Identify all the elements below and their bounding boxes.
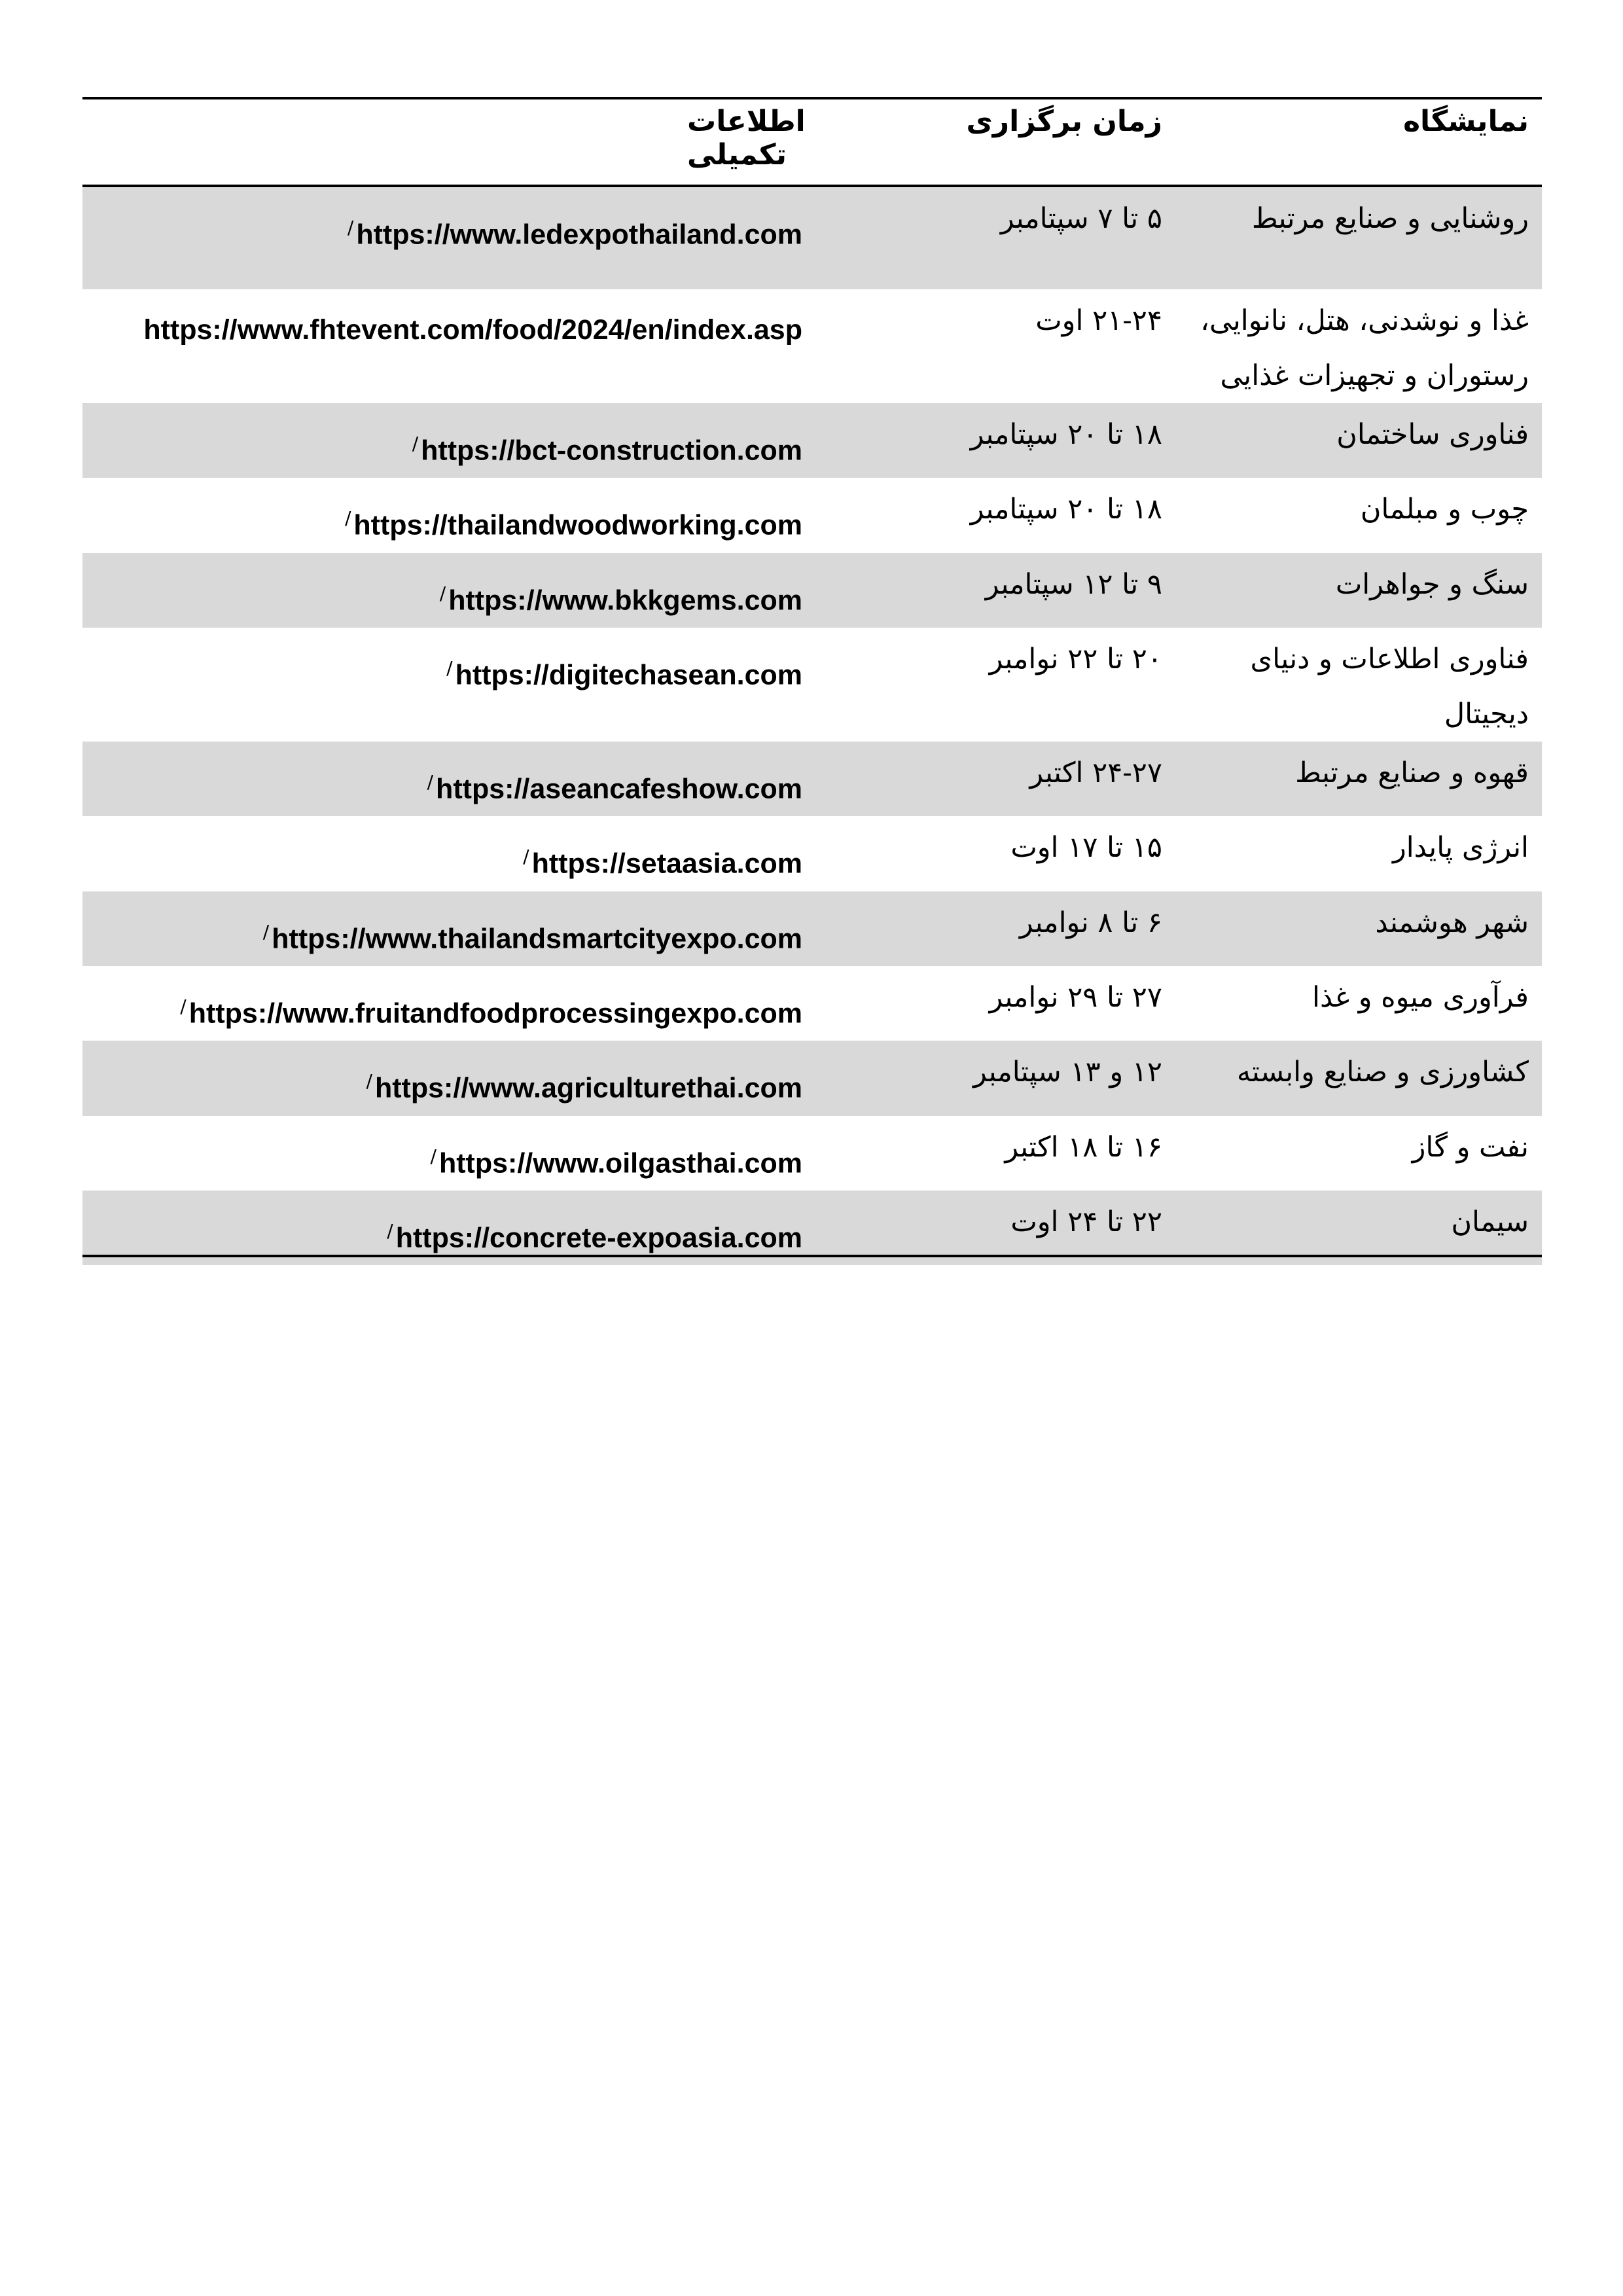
website-link[interactable]: https://www.bkkgems.com bbox=[448, 584, 802, 616]
time-cell: ۱۶ تا ۱۸ اکتبر bbox=[1005, 1130, 1162, 1164]
table-row bbox=[82, 289, 1542, 403]
footnote-mark: / bbox=[347, 217, 354, 238]
website-link[interactable]: https://concrete-expoasia.com bbox=[395, 1222, 802, 1254]
table-row bbox=[82, 478, 1542, 552]
header-info: اطلاعات تکمیلی bbox=[82, 99, 822, 186]
table-row bbox=[82, 186, 1542, 289]
time-cell: ۲۰ تا ۲۲ نوامبر bbox=[989, 642, 1162, 675]
table-bottom-rule bbox=[82, 1255, 1542, 1257]
table-row bbox=[82, 628, 1542, 742]
exhibition-cell: قهوه و صنایع مرتبط bbox=[1188, 742, 1542, 816]
website-link[interactable]: https://www.fruitandfoodprocessingexpo.com bbox=[188, 997, 802, 1030]
footnote-mark: / bbox=[430, 1145, 437, 1167]
footnote-mark: / bbox=[387, 1219, 393, 1242]
website-link[interactable]: https://digitechasean.com bbox=[455, 659, 802, 691]
footnote-mark: / bbox=[439, 582, 446, 604]
info-cell bbox=[82, 403, 822, 478]
time-cell: ۱۵ تا ۱۷ اوت bbox=[1010, 831, 1162, 865]
exhibition-cell: فناوری ساختمان bbox=[1188, 403, 1542, 478]
table-row bbox=[82, 891, 1542, 966]
time-cell: ۶ تا ۸ نوامبر bbox=[822, 891, 1188, 966]
footnote-mark: / bbox=[366, 1070, 372, 1092]
footnote-mark: / bbox=[262, 920, 270, 942]
website-link[interactable]: https://www.oilgasthai.com bbox=[438, 1147, 802, 1179]
exhibitions-table bbox=[82, 99, 1542, 1265]
website-link[interactable]: https://www.fhtevent.com/food/2024/en/index.asp bbox=[143, 314, 802, 346]
info-cell bbox=[82, 742, 822, 816]
time-cell: ۲۷ تا ۲۹ نوامبر bbox=[989, 980, 1162, 1014]
website-link[interactable]: https://www.agriculturethai.com bbox=[374, 1072, 802, 1104]
time-cell: ۲۲ تا ۲۴ اوت bbox=[822, 1191, 1188, 1265]
website-link[interactable]: https://bct-construction.com bbox=[421, 435, 802, 467]
website-link[interactable]: https://aseancafeshow.com bbox=[436, 773, 802, 805]
info-cell bbox=[82, 478, 822, 552]
exhibition-cell: روشنایی و صنایع مرتبط bbox=[1188, 186, 1542, 289]
exhibition-cell: فناوری اطلاعات و دنیای دیجیتال bbox=[1250, 642, 1529, 730]
time-cell: ۲۱-۲۴ اوت bbox=[1035, 304, 1162, 337]
table-body bbox=[82, 186, 1542, 1265]
website-link[interactable]: https://www.thailandsmartcityexpo.com bbox=[272, 922, 802, 954]
exhibition-cell: کشاورزی و صنایع وابسته bbox=[1188, 1041, 1542, 1115]
time-cell: ۱۸ تا ۲۰ سپتامبر bbox=[970, 493, 1162, 526]
exhibition-cell: غذا و نوشدنی، هتل، نانوایی، رستوران و تجهیزات غذایی bbox=[1200, 304, 1529, 392]
website-link[interactable]: https://thailandwoodworking.com bbox=[353, 509, 802, 541]
website-link[interactable]: https://setaasia.com bbox=[531, 848, 802, 880]
footnote-mark: / bbox=[446, 656, 453, 679]
exhibition-cell: سیمان bbox=[1188, 1191, 1542, 1265]
info-cell bbox=[82, 966, 822, 1041]
table-row bbox=[82, 816, 1542, 891]
table-row bbox=[82, 553, 1542, 628]
footnote-mark: / bbox=[344, 507, 351, 529]
time-cell: ۵ تا ۷ سپتامبر bbox=[822, 186, 1188, 289]
exhibition-cell: چوب و مبلمان bbox=[1360, 493, 1529, 526]
exhibition-cell: انرژی پایدار bbox=[1392, 831, 1529, 865]
info-cell bbox=[82, 891, 822, 966]
time-cell: ۲۴-۲۷ اکتبر bbox=[822, 742, 1188, 816]
exhibition-cell: نفت و گاز bbox=[1412, 1130, 1529, 1164]
exhibition-cell: فرآوری میوه و غذا bbox=[1312, 980, 1529, 1014]
exhibition-cell: شهر هوشمند bbox=[1188, 891, 1542, 966]
table-header-row bbox=[82, 99, 1542, 186]
document-table-block bbox=[82, 97, 1542, 1265]
time-cell: ۹ تا ۱۲ سپتامبر bbox=[822, 553, 1188, 628]
info-cell bbox=[82, 1116, 822, 1191]
exhibition-cell: سنگ و جواهرات bbox=[1188, 553, 1542, 628]
table-row bbox=[82, 966, 1542, 1041]
table-row bbox=[82, 403, 1542, 478]
time-cell: ۱۸ تا ۲۰ سپتامبر bbox=[822, 403, 1188, 478]
info-cell bbox=[82, 816, 822, 891]
info-cell bbox=[82, 289, 822, 403]
info-cell bbox=[82, 186, 822, 289]
info-cell bbox=[82, 628, 822, 742]
footnote-mark: / bbox=[412, 433, 419, 454]
time-cell: ۱۲ و ۱۳ سپتامبر bbox=[822, 1041, 1188, 1115]
info-cell bbox=[82, 553, 822, 628]
table-row bbox=[82, 1116, 1542, 1191]
footnote-mark: / bbox=[523, 846, 529, 868]
footnote-mark: / bbox=[180, 995, 187, 1017]
footnote-mark: / bbox=[427, 770, 434, 793]
header-time: زمان برگزاری bbox=[822, 99, 1188, 186]
info-cell bbox=[82, 1041, 822, 1115]
website-link[interactable]: https://www.ledexpothailand.com bbox=[356, 219, 802, 251]
header-exhibition: نمایشگاه bbox=[1188, 99, 1542, 186]
table-row bbox=[82, 1041, 1542, 1115]
table-row bbox=[82, 742, 1542, 816]
